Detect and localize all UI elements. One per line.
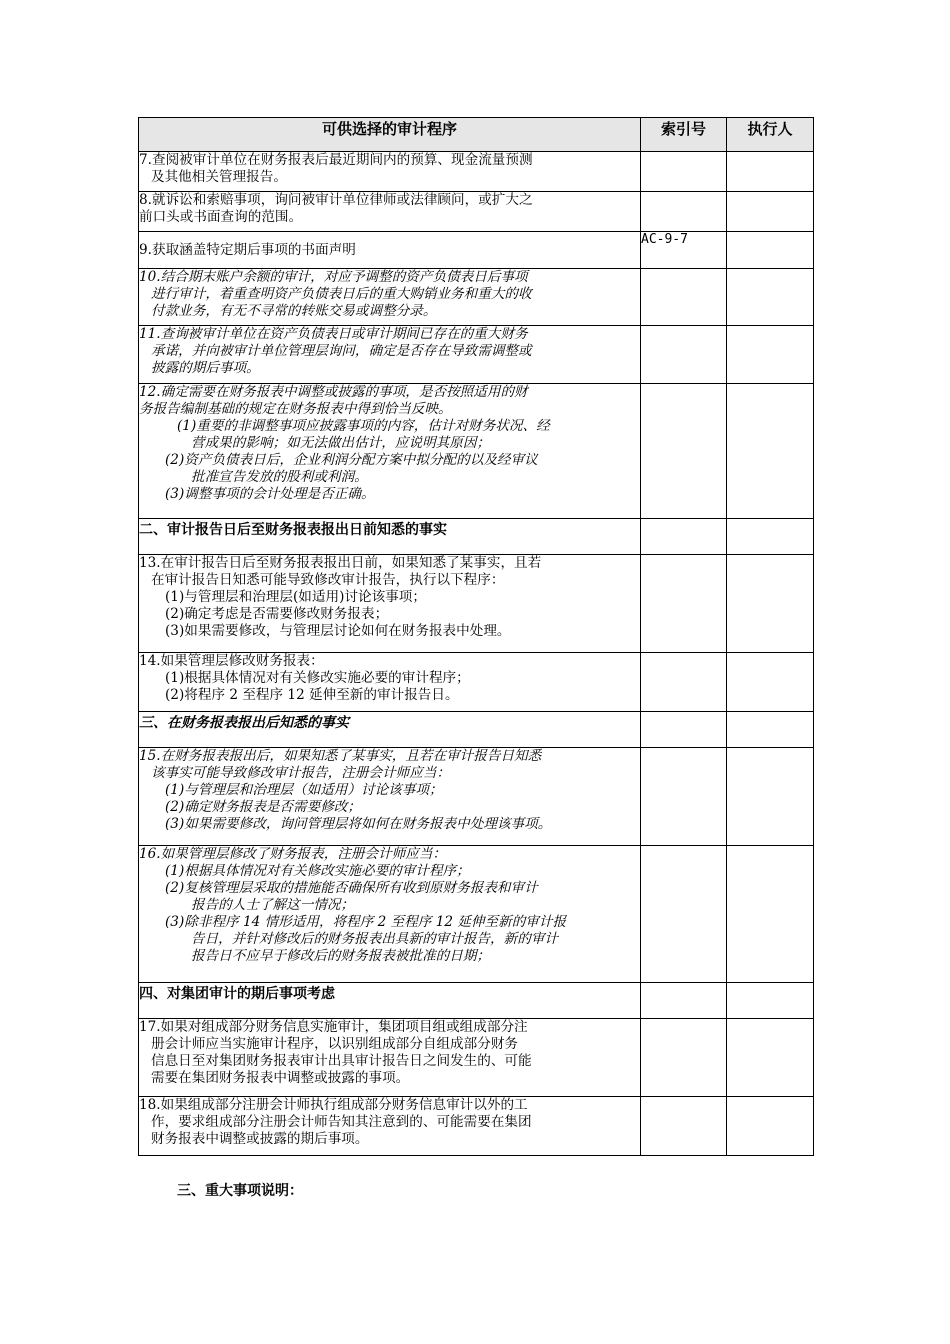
procedure-line: 9.获取涵盖特定期后事项的书面声明 <box>139 241 356 258</box>
table-row <box>139 748 814 846</box>
index-cell[interactable] <box>641 152 727 192</box>
audit-procedure-table <box>138 117 814 1156</box>
procedure-line: (2)资产负债表日后，企业利润分配方案中拟分配的以及经审议 <box>165 452 538 468</box>
procedure-line: (1)根据具体情况对有关修改实施必要的审计程序； <box>165 670 470 686</box>
performer-cell[interactable] <box>727 519 814 555</box>
section-title: 四、对集团审计的期后事项考虑 <box>139 983 641 1019</box>
procedure-line: 作，要求组成部分注册会计师告知其注意到的、可能需要在集团 <box>151 1114 532 1130</box>
performer-cell[interactable] <box>727 846 814 983</box>
index-cell[interactable] <box>641 269 727 326</box>
procedure-line: 营成果的影响；如无法做出估计，应说明其原因； <box>191 435 491 451</box>
index-cell[interactable] <box>641 326 727 384</box>
procedure-line: 付款业务，有无不寻常的转账交易或调整分录。 <box>151 303 437 319</box>
table-header-row <box>139 118 814 152</box>
table-row <box>139 192 814 232</box>
procedure-cell <box>139 384 641 519</box>
table-row <box>139 326 814 384</box>
performer-cell[interactable] <box>727 1019 814 1097</box>
index-cell[interactable] <box>641 1019 727 1097</box>
procedure-line: 16.如果管理层修改了财务报表，注册会计师应当： <box>139 846 447 862</box>
procedure-line: (2)确定财务报表是否需要修改； <box>165 799 361 815</box>
procedure-line: 15.在财务报表报出后，如果知悉了某事实，且若在审计报告日知悉 <box>139 748 542 764</box>
procedure-line: 披露的期后事项。 <box>151 360 260 376</box>
performer-cell[interactable] <box>727 326 814 384</box>
index-cell[interactable] <box>641 192 727 232</box>
table-row <box>139 232 814 269</box>
procedure-line: 务报告编制基础的规定在财务报表中得到恰当反映。 <box>139 401 452 417</box>
header-procedure: 可供选择的审计程序 <box>139 118 641 152</box>
procedure-line: 批准宣告发放的股利或利润。 <box>191 469 368 485</box>
procedure-line: 前口头或书面查询的范围。 <box>139 209 303 225</box>
section-row <box>139 519 814 555</box>
procedure-line: 信息日至对集团财务报表审计出具审计报告日之间发生的、可能 <box>151 1053 532 1069</box>
procedure-line: 12.确定需要在财务报表中调整或披露的事项，是否按照适用的财 <box>139 384 528 400</box>
performer-cell[interactable] <box>727 712 814 748</box>
performer-cell[interactable] <box>727 1097 814 1156</box>
section-row <box>139 712 814 748</box>
procedure-line: (2)确定考虑是否需要修改财务报表； <box>165 606 389 622</box>
procedure-line: 进行审计，着重查明资产负债表日后的重大购销业务和重大的收 <box>151 286 532 302</box>
procedure-line: 8.就诉讼和索赔事项，询问被审计单位律师或法律顾问，或扩大之 <box>139 192 533 208</box>
table-row <box>139 152 814 192</box>
table-row <box>139 384 814 519</box>
procedure-line: (2)将程序 2 至程序 12 延伸至新的审计报告日。 <box>165 687 459 703</box>
index-cell[interactable] <box>641 384 727 519</box>
procedure-cell <box>139 232 641 269</box>
procedure-line: (1)根据具体情况对有关修改实施必要的审计程序； <box>165 863 470 879</box>
performer-cell[interactable] <box>727 653 814 712</box>
procedure-line: 10.结合期末账户余额的审计，对应予调整的资产负债表日后事项 <box>139 269 528 285</box>
index-cell[interactable] <box>641 846 727 983</box>
procedure-line: 该事实可能导致修改审计报告，注册会计师应当： <box>151 765 451 781</box>
header-performer: 执行人 <box>727 118 814 152</box>
performer-cell[interactable] <box>727 748 814 846</box>
procedure-cell <box>139 653 641 712</box>
procedure-line: 需要在集团财务报表中调整或披露的事项。 <box>151 1070 410 1086</box>
procedure-cell <box>139 555 641 653</box>
procedure-line: (2)复核管理层采取的措施能否确保所有收到原财务报表和审计 <box>165 880 538 896</box>
performer-cell[interactable] <box>727 983 814 1019</box>
procedure-cell <box>139 326 641 384</box>
performer-cell[interactable] <box>727 152 814 192</box>
procedure-line: (1)与管理层和治理层(如适用)讨论该事项； <box>165 589 426 605</box>
procedure-cell <box>139 269 641 326</box>
performer-cell[interactable] <box>727 384 814 519</box>
index-cell[interactable] <box>641 748 727 846</box>
procedure-line: 13.在审计报告日后至财务报表报出日前，如果知悉了某事实，且若 <box>139 555 542 571</box>
procedure-line: 7.查阅被审计单位在财务报表后最近期间内的预算、现金流量预测 <box>139 152 533 168</box>
performer-cell[interactable] <box>727 555 814 653</box>
procedure-line: (3)如果需要修改，询问管理层将如何在财务报表中处理该事项。 <box>165 816 552 832</box>
procedure-line: 在审计报告日知悉可能导致修改审计报告，执行以下程序： <box>151 572 505 588</box>
index-cell[interactable] <box>641 555 727 653</box>
procedure-cell <box>139 748 641 846</box>
procedure-line: 报告的人士了解这一情况； <box>191 897 355 913</box>
procedure-line: 及其他相关管理报告。 <box>151 169 287 185</box>
table-row <box>139 269 814 326</box>
performer-cell[interactable] <box>727 192 814 232</box>
index-cell[interactable]: AC-9-7 <box>641 232 727 269</box>
index-cell[interactable] <box>641 712 727 748</box>
procedure-line: 17.如果对组成部分财务信息实施审计，集团项目组或组成部分注 <box>139 1019 528 1035</box>
table-row <box>139 1019 814 1097</box>
major-matters-heading: 三、重大事项说明： <box>177 1183 303 1199</box>
section-title: 三、在财务报表报出后知悉的事实 <box>139 712 641 748</box>
procedure-line: 告日，并针对修改后的财务报表出具新的审计报告，新的审计 <box>191 931 559 947</box>
procedure-line: 11.查询被审计单位在资产负债表日或审计期间已存在的重大财务 <box>139 326 528 342</box>
procedure-cell <box>139 1097 641 1156</box>
index-cell[interactable] <box>641 653 727 712</box>
procedure-cell <box>139 152 641 192</box>
procedure-line: 14.如果管理层修改财务报表： <box>139 653 324 669</box>
table-row <box>139 555 814 653</box>
procedure-line: 财务报表中调整或披露的期后事项。 <box>151 1131 369 1147</box>
performer-cell[interactable] <box>727 232 814 269</box>
procedure-line: (3)调整事项的会计处理是否正确。 <box>165 486 375 502</box>
index-cell[interactable] <box>641 519 727 555</box>
procedure-line: 承诺，并向被审计单位管理层询问，确定是否存在导致需调整或 <box>151 343 532 359</box>
procedure-line: (3)如果需要修改，与管理层讨论如何在财务报表中处理。 <box>165 623 511 639</box>
procedure-line: 18.如果组成部分注册会计师执行组成部分财务信息审计以外的工 <box>139 1097 528 1113</box>
procedure-line: (3)除非程序 14 情形适用，将程序 2 至程序 12 延伸至新的审计报 <box>165 914 567 930</box>
procedure-line: 报告日不应早于修改后的财务报表被批准的日期； <box>191 948 491 964</box>
procedure-cell <box>139 1019 641 1097</box>
performer-cell[interactable] <box>727 269 814 326</box>
procedure-line: (1)重要的非调整事项应披露事项的内容，估计对财务状况、经 <box>177 418 550 434</box>
procedure-cell <box>139 846 641 983</box>
procedure-line: 册会计师应当实施审计程序，以识别组成部分自组成部分财务 <box>151 1036 519 1052</box>
section-row <box>139 983 814 1019</box>
table-row <box>139 653 814 712</box>
index-cell[interactable] <box>641 1097 727 1156</box>
header-index: 索引号 <box>641 118 727 152</box>
table-row <box>139 1097 814 1156</box>
table-row <box>139 846 814 983</box>
index-cell[interactable] <box>641 983 727 1019</box>
procedure-line: (1)与管理层和治理层（如适用）讨论该事项； <box>165 782 443 798</box>
procedure-cell <box>139 192 641 232</box>
section-title: 二、审计报告日后至财务报表报出日前知悉的事实 <box>139 519 641 555</box>
